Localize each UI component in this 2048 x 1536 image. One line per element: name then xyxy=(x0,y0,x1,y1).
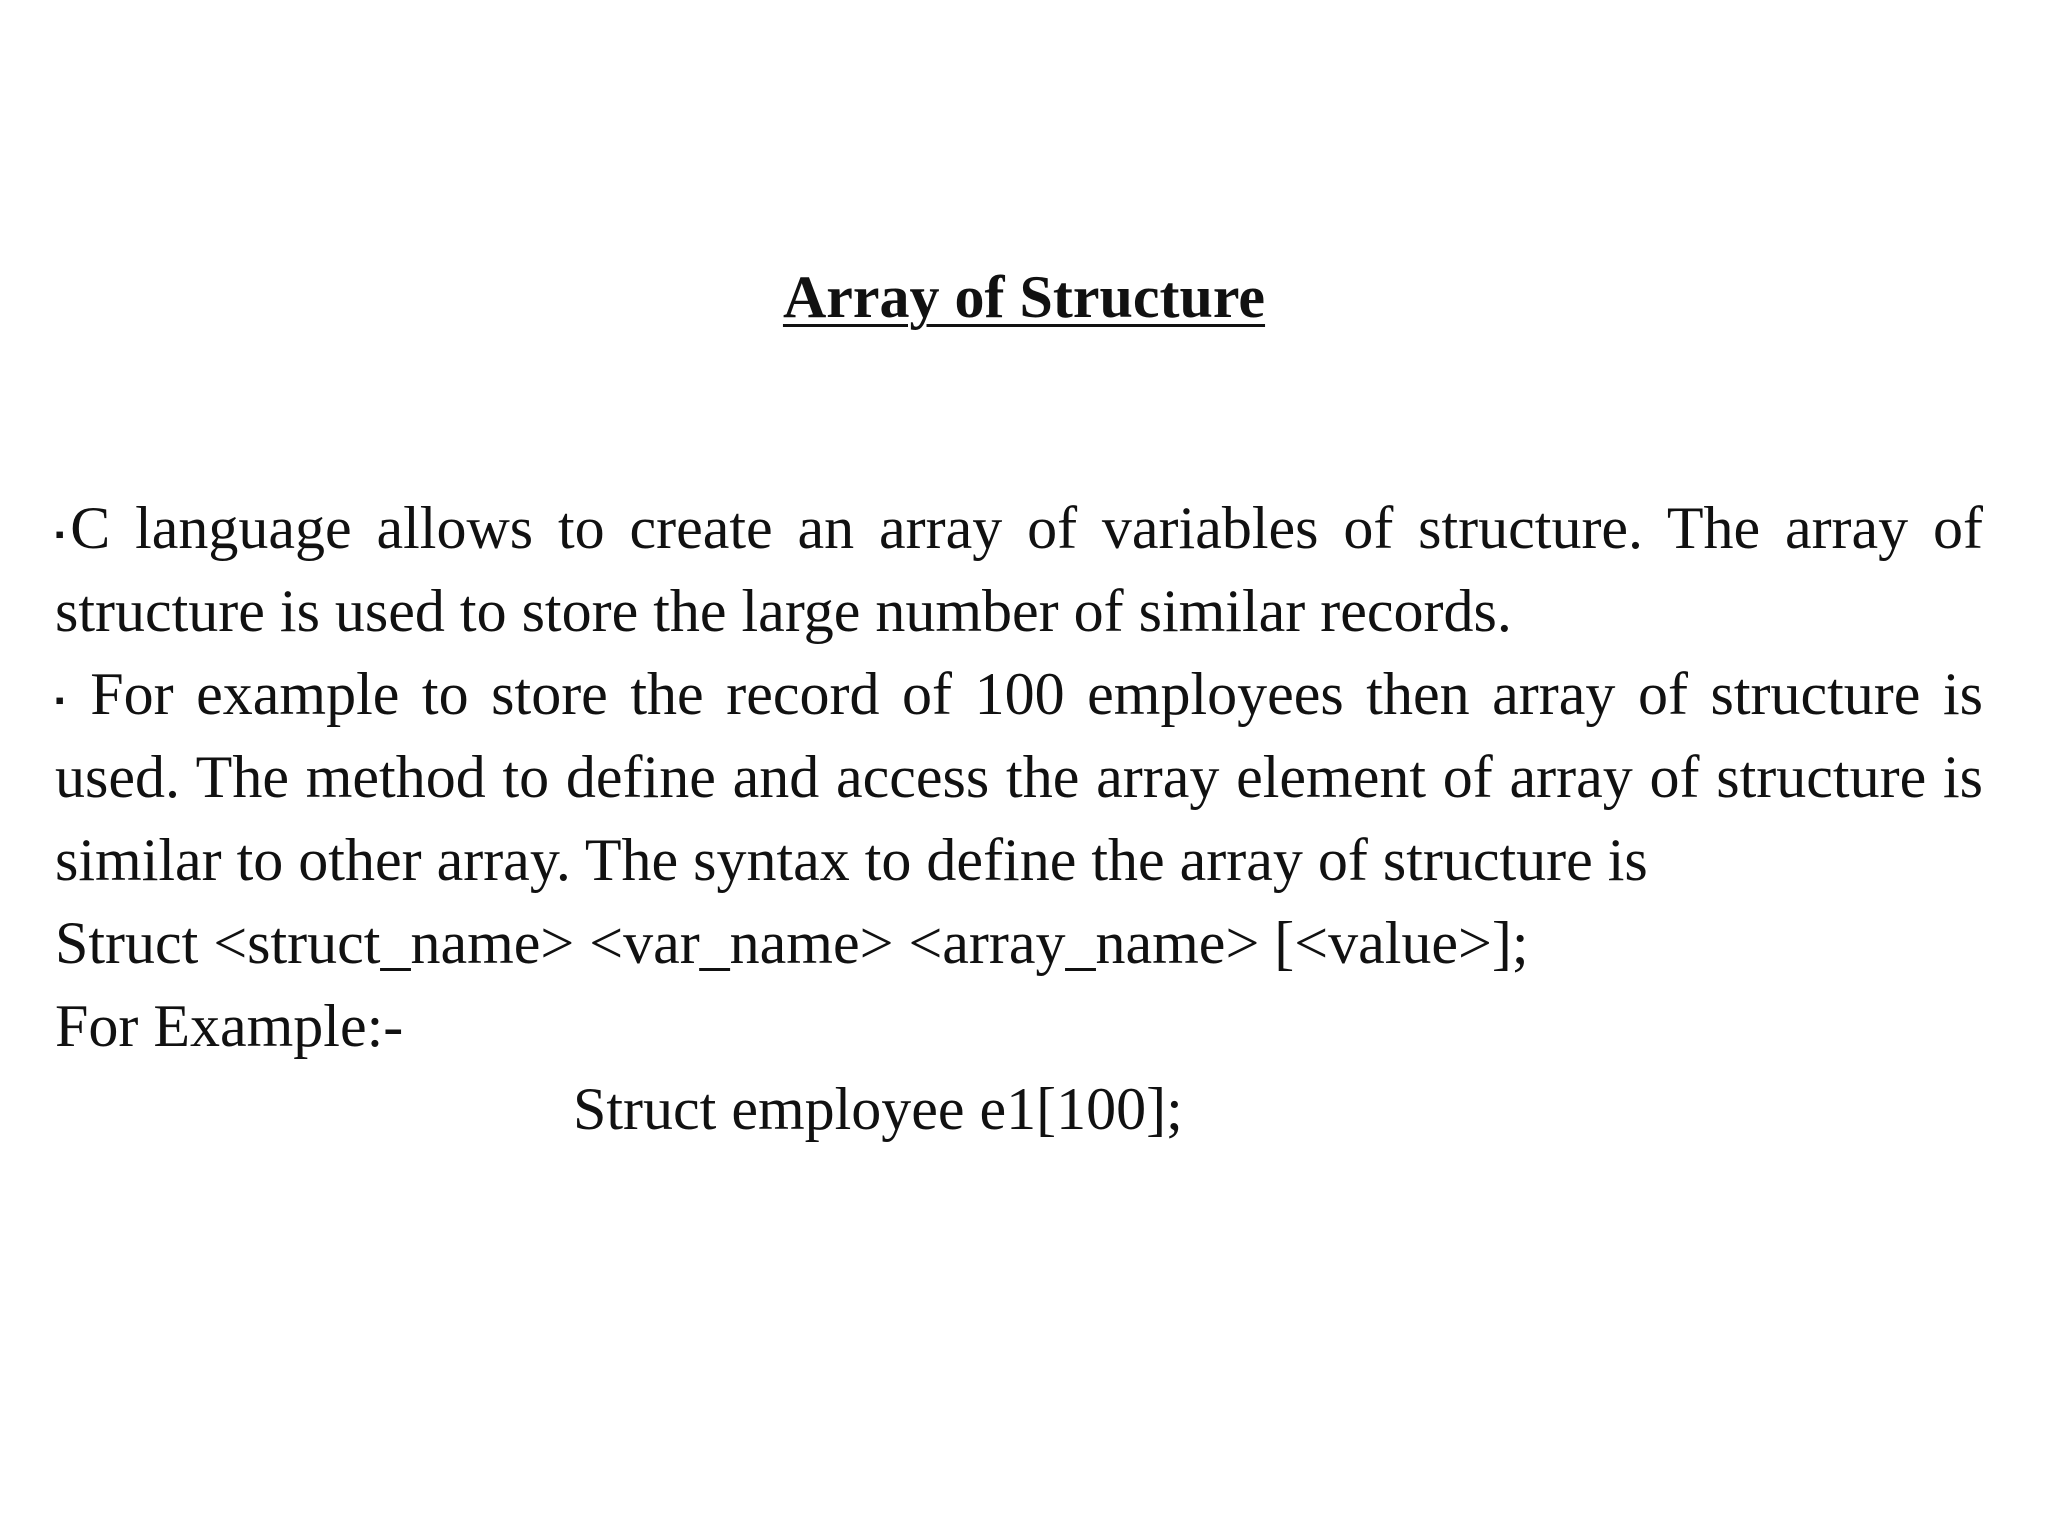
bullet-paragraph-2 xyxy=(55,653,1983,902)
paragraph-2-text: For example to store the record of 100 employees then array of structure is used. The method to define and access the array element of array of structure is similar to other array. The syntax to define the array of structure is xyxy=(55,661,1983,893)
example-label: For Example:- xyxy=(55,993,404,1059)
syntax-line: Struct <struct_name> <var_name> <array_name> [<value>]; xyxy=(55,910,1529,976)
paragraph-1-text: C language allows to create an array of variables of structure. The array of structure is used to store the large number of similar records. xyxy=(55,495,1983,644)
slide-body xyxy=(55,487,1983,1151)
square-bullet-icon: ▪ xyxy=(55,520,65,549)
slide-title: Array of Structure xyxy=(782,264,1266,330)
bullet-paragraph-1 xyxy=(55,487,1983,653)
square-bullet-icon: ▪ xyxy=(55,686,65,715)
example-code: Struct employee e1[100]; xyxy=(573,1076,1183,1142)
